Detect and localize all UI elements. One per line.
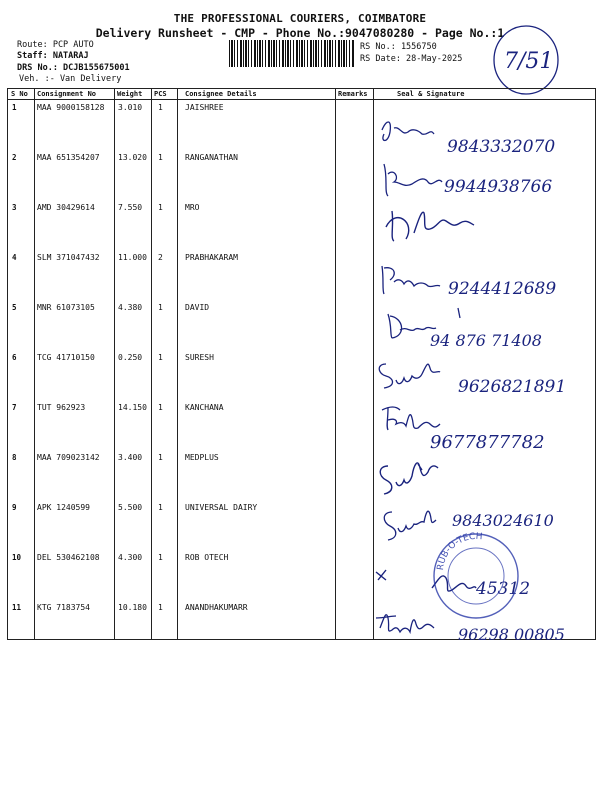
row-consignment: DEL 530462108 [37, 553, 100, 562]
signature-row-4 [372, 256, 592, 302]
row-weight: 7.550 [118, 203, 143, 212]
row-sno: 10 [12, 553, 22, 562]
col-header-signature: Seal & Signature [397, 90, 465, 98]
col-header-remarks: Remarks [338, 90, 368, 98]
row-consignee: PRABHAKARAM [185, 253, 238, 262]
signature-row-5 [372, 304, 592, 352]
row-pcs: 1 [158, 103, 163, 112]
row-consignment: SLM 371047432 [37, 253, 100, 262]
row-sno: 3 [12, 203, 17, 212]
row-weight: 11.000 [118, 253, 147, 262]
col-header-pcs: PCS [154, 90, 167, 98]
row-consignee: SURESH [185, 353, 214, 362]
row-consignment: MAA 9000158128 [37, 103, 105, 112]
handwritten-page-annotation [490, 22, 562, 98]
row-weight: 0.250 [118, 353, 143, 362]
signature-row-1 [372, 112, 592, 158]
signature-row-3 [372, 203, 592, 249]
drs-label: DRS No.: DCJB155675001 [17, 63, 130, 73]
row-sno: 2 [12, 153, 17, 162]
row-pcs: 1 [158, 553, 163, 562]
row-sno: 5 [12, 303, 17, 312]
signature-phone: 9843332070 [447, 137, 556, 157]
staff-label: Staff: NATARAJ [17, 51, 89, 61]
company-title: THE PROFESSIONAL COURIERS, COIMBATORE [173, 12, 427, 25]
seal-text: RUB-O-TECH [435, 531, 483, 571]
row-consignment: MAA 709023142 [37, 453, 100, 462]
row-sno: 8 [12, 453, 17, 462]
row-consignee: MRO [185, 203, 200, 212]
row-consignee: MEDPLUS [185, 453, 219, 462]
col-header-consignment: Consignment No [37, 90, 97, 98]
signature-phone: 9626821891 [458, 377, 567, 397]
row-consignment: MAA 651354207 [37, 153, 100, 162]
signature-row-8 [372, 456, 592, 502]
row-sno: 6 [12, 353, 17, 362]
col-header-consignee: Consignee Details [185, 90, 257, 98]
row-consignment: AMD 30429614 [37, 203, 95, 212]
runsheet-subtitle: Delivery Runsheet - CMP - Phone No.:9047080280 - Page No.:1 [95, 26, 505, 40]
barcode [229, 40, 355, 67]
signature-phone: 94 876 71408 [430, 331, 542, 350]
row-pcs: 1 [158, 453, 163, 462]
row-weight: 4.380 [118, 303, 143, 312]
row-weight: 10.180 [118, 603, 147, 612]
row-sno: 4 [12, 253, 17, 262]
signature-phone: 45312 [476, 579, 531, 599]
row-pcs: 1 [158, 353, 163, 362]
row-weight: 4.300 [118, 553, 143, 562]
row-sno: 11 [12, 603, 22, 612]
signature-row-7 [372, 400, 594, 453]
row-consignee: ANANDHAKUMARR [185, 603, 248, 612]
row-consignment: TCG 41710150 [37, 353, 95, 362]
vehicle-label: Veh. :- Van Delivery [19, 74, 122, 84]
row-weight: 13.020 [118, 153, 147, 162]
signature-phone: 9843024610 [452, 511, 554, 530]
signature-row-2 [372, 158, 592, 204]
row-pcs: 2 [158, 253, 163, 262]
row-pcs: 1 [158, 503, 163, 512]
row-pcs: 1 [158, 603, 163, 612]
rs-number: RS No.: 1556750 [360, 42, 437, 52]
row-weight: 14.150 [118, 403, 147, 412]
row-consignee: ROB OTECH [185, 553, 229, 562]
row-weight: 3.010 [118, 103, 143, 112]
signature-phone: 9677877782 [430, 432, 545, 453]
route-label: Route: PCP AUTO [17, 40, 94, 50]
row-consignee: KANCHANA [185, 403, 224, 412]
row-sno: 7 [12, 403, 17, 412]
col-header-weight: Weight [117, 90, 143, 98]
row-consignment: APK 1240599 [37, 503, 90, 512]
row-consignee: DAVID [185, 303, 210, 312]
row-consignee: RANGANATHAN [185, 153, 238, 162]
row-sno: 1 [12, 103, 17, 112]
signature-phone: 96298 00805 [458, 625, 565, 644]
row-weight: 5.500 [118, 503, 143, 512]
signature-phone: 9244412689 [448, 279, 557, 299]
signature-phone: 9944938766 [444, 177, 553, 197]
row-consignment: MNR 61073105 [37, 303, 95, 312]
row-pcs: 1 [158, 153, 163, 162]
row-pcs: 1 [158, 303, 163, 312]
row-consignment: KTG 7183754 [37, 603, 90, 612]
svg-text:RUB-O-TECH [436, 532, 483, 571]
row-weight: 3.400 [118, 453, 143, 462]
row-consignee: UNIVERSAL DAIRY [185, 503, 258, 512]
row-pcs: 1 [158, 403, 163, 412]
rs-date: RS Date: 28-May-2025 [360, 54, 463, 64]
row-sno: 9 [12, 503, 17, 512]
row-pcs: 1 [158, 203, 163, 212]
annotation-text: 7/51 [504, 49, 554, 74]
rs-info [360, 41, 462, 65]
col-header-sno: S No [11, 90, 28, 98]
row-consignment: TUT 962923 [37, 403, 86, 412]
row-consignee: JAISHREE [185, 103, 224, 112]
signature-row-11 [372, 602, 594, 648]
signature-row-6 [372, 352, 594, 400]
